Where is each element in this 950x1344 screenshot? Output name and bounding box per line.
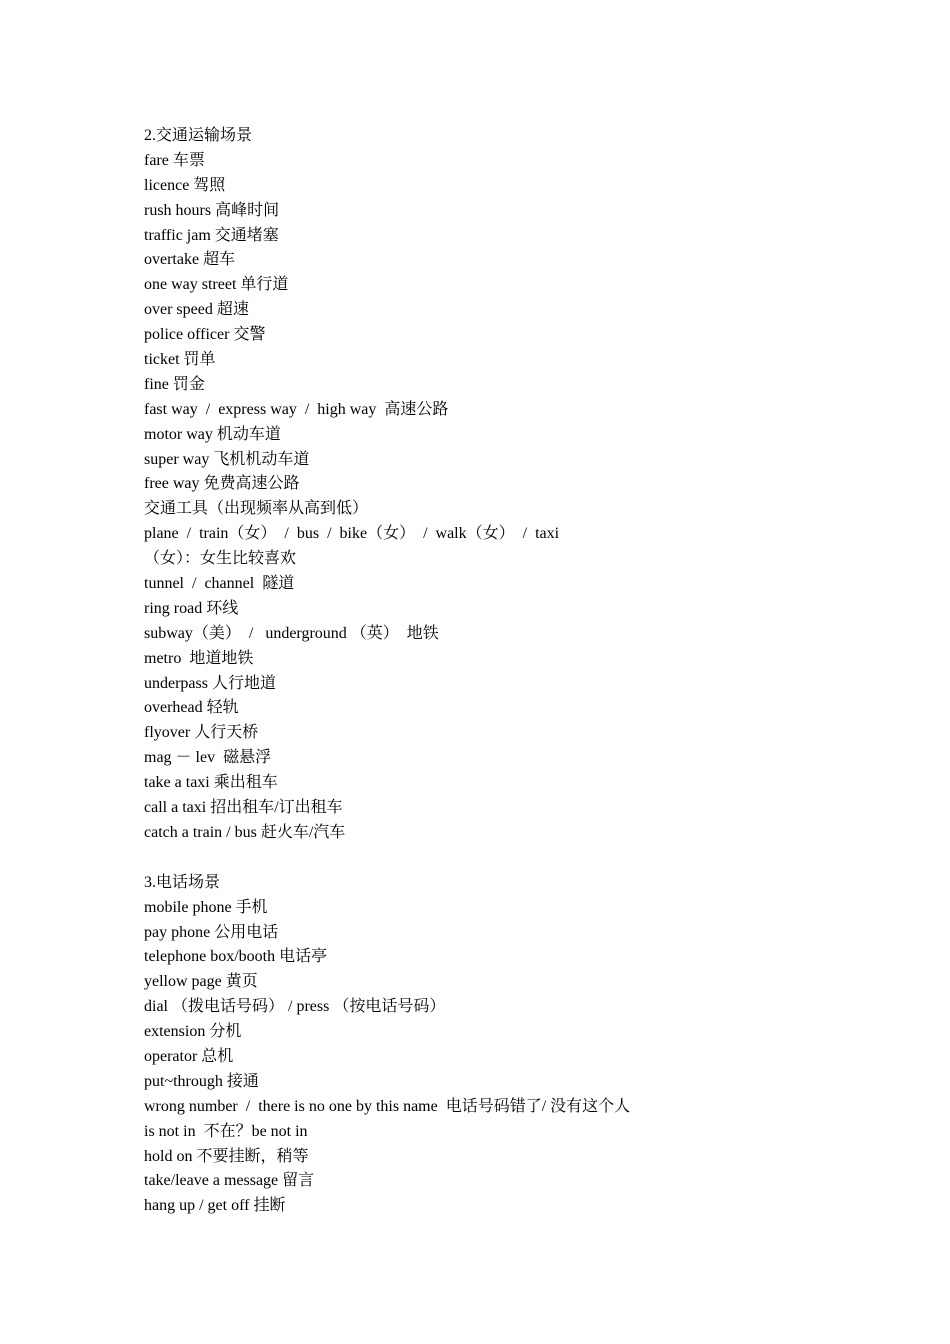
vocab-line: （女）：女生比较喜欢 xyxy=(144,550,297,568)
vocab-line: call a taxi 招出租车/订出租车 xyxy=(144,799,343,817)
vocab-line: pay phone 公用电话 xyxy=(144,923,279,941)
vocab-line: take a taxi 乘出租车 xyxy=(144,774,278,792)
vocab-line: licence 驾照 xyxy=(144,176,226,194)
vocab-line: motor way 机动车道 xyxy=(144,425,281,443)
vocab-line: mobile phone 手机 xyxy=(144,898,268,916)
vocab-line: dial （拨电话号码） / press （按电话号码） xyxy=(144,998,446,1016)
vocab-line: telephone box/booth 电话亭 xyxy=(144,948,328,966)
vocab-line: ring road 环线 xyxy=(144,599,239,617)
section-heading-transport: 2.交通运输场景 xyxy=(144,127,253,144)
vocab-line: rush hours 高峰时间 xyxy=(144,201,280,219)
vocab-line: overhead 轻轨 xyxy=(144,699,239,717)
vocab-line: put~through 接通 xyxy=(144,1072,259,1090)
vocab-line: metro 地道地铁 xyxy=(144,649,254,667)
vocab-line: wrong number / there is no one by this name 电话号码错了/ 没有这个人 xyxy=(144,1097,631,1115)
vocab-line: one way street 单行道 xyxy=(144,276,289,294)
vocab-line: flyover 人行天桥 xyxy=(144,724,259,742)
vocab-line: hold on 不要挂断，稍等 xyxy=(144,1147,309,1165)
vocab-line: take/leave a message 留言 xyxy=(144,1172,315,1190)
vocab-line: police officer 交警 xyxy=(144,326,266,344)
vocab-line: yellow page 黄页 xyxy=(144,973,258,991)
vocab-line: overtake 超车 xyxy=(144,251,236,269)
vocab-line: subway（美） / underground （英） 地铁 xyxy=(144,624,439,642)
vocab-line: extension 分机 xyxy=(144,1023,242,1041)
vocab-line: 交通工具（出现频率从高到低） xyxy=(144,500,369,518)
vocab-line: mag － lev 磁悬浮 xyxy=(144,749,272,767)
vocab-line: fast way / express way / high way 高速公路 xyxy=(144,400,449,418)
vocab-line: traffic jam 交通堵塞 xyxy=(144,226,279,244)
vocab-line: super way 飞机机动车道 xyxy=(144,450,310,468)
vocab-line: hang up / get off 挂断 xyxy=(144,1197,286,1215)
vocab-line: fare 车票 xyxy=(144,151,205,169)
section-spacer xyxy=(144,846,804,871)
vocab-line: over speed 超速 xyxy=(144,301,249,319)
vocab-line: catch a train / bus 赶火车/汽车 xyxy=(144,823,346,841)
vocab-line: ticket 罚单 xyxy=(144,351,216,369)
vocab-line: is not in 不在？be not in xyxy=(144,1122,308,1140)
vocab-line: free way 免费高速公路 xyxy=(144,475,300,493)
section-heading-phone: 3.电话场景 xyxy=(144,873,221,891)
vocab-line: plane / train（女） / bus / bike（女） / walk（女） / taxi xyxy=(144,525,560,543)
vocab-line: tunnel / channel 隧道 xyxy=(144,575,295,593)
vocab-line: underpass 人行地道 xyxy=(144,674,276,692)
document-page xyxy=(144,124,804,1219)
vocab-line: operator 总机 xyxy=(144,1047,234,1065)
vocab-line: fine 罚金 xyxy=(144,375,205,393)
